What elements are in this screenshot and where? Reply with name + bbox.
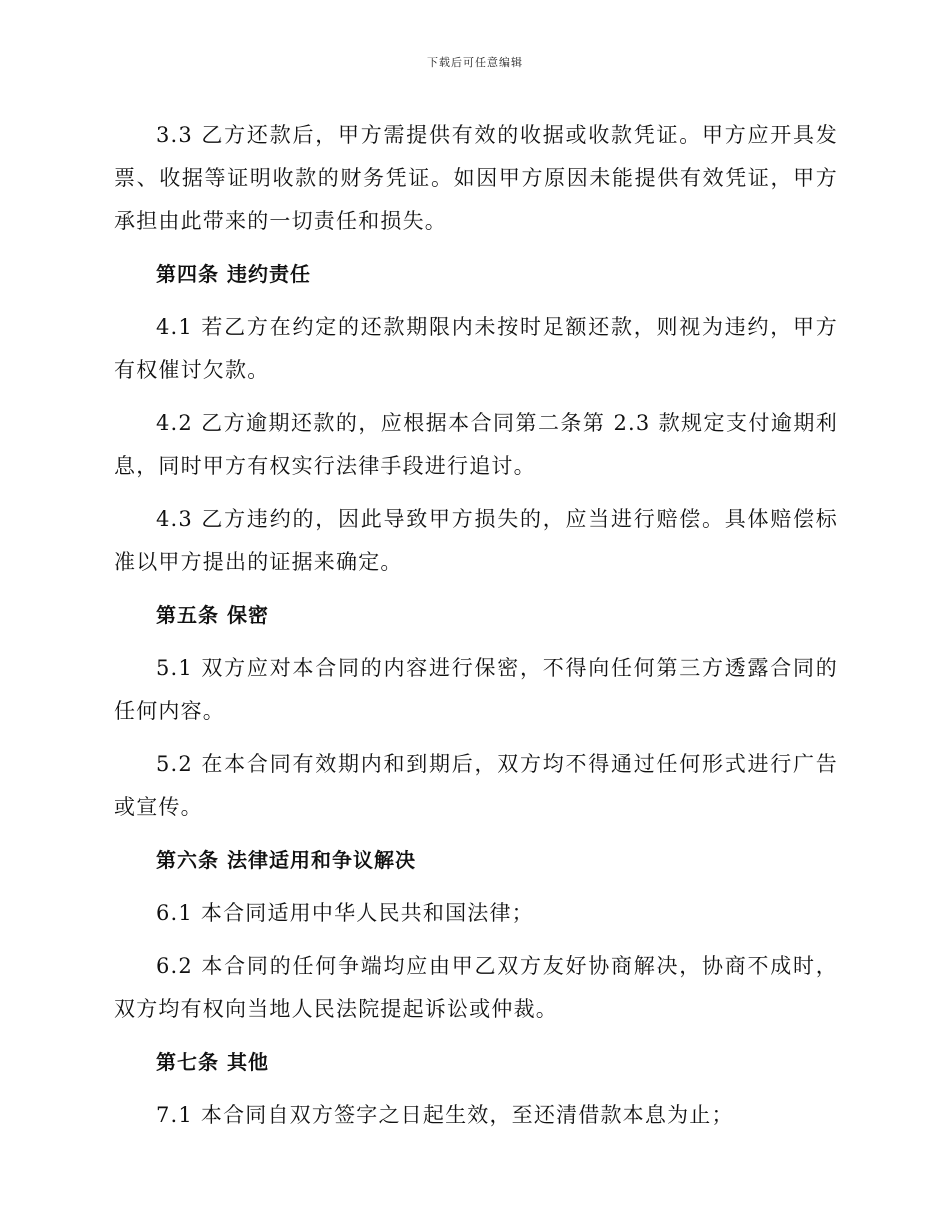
clause-3-3: 3.3 乙方还款后，甲方需提供有效的收据或收款凭证。甲方应开具发票、收据等证明收款的财务凭证。如因甲方原因未能提供有效凭证，甲方承担由此带来的一切责任和损失。 [114, 123, 838, 233]
clause-5-1: 5.1 双方应对本合同的内容进行保密，不得向任何第三方透露合同的任何内容。 [114, 656, 838, 723]
clause-4-3: 4.3 乙方违约的，因此导致甲方损失的，应当进行赔偿。具体赔偿标准以甲方提出的证据来确定。 [114, 507, 838, 574]
clause-5-2: 5.2 在本合同有效期内和到期后，双方均不得通过任何形式进行广告或宣传。 [114, 752, 838, 819]
page-header: 下载后可任意编辑 [427, 56, 523, 69]
clause-6-1: 6.1 本合同适用中华人民共和国法律； [156, 901, 534, 925]
clause-7-1: 7.1 本合同自双方签字之日起生效，至还清借款本息为止； [156, 1103, 734, 1127]
clause-4-2: 4.2 乙方逾期还款的，应根据本合同第二条第 2.3 款规定支付逾期利息，同时甲方有权实行法律手段进行追讨。 [114, 411, 838, 478]
document-body [114, 114, 838, 1147]
clause-4-1: 4.1 若乙方在约定的还款期限内未按时足额还款，则视为违约，甲方有权催讨欠款。 [114, 315, 838, 382]
article-7-heading: 第七条 其他 [156, 1050, 269, 1074]
clause-6-2: 6.2 本合同的任何争端均应由甲乙双方友好协商解决，协商不成时，双方均有权向当地人民法院提起诉讼或仲裁。 [114, 954, 838, 1021]
article-5-heading: 第五条 保密 [156, 603, 269, 627]
article-4-heading: 第四条 违约责任 [156, 262, 311, 286]
article-6-heading: 第六条 法律适用和争议解决 [156, 848, 416, 872]
